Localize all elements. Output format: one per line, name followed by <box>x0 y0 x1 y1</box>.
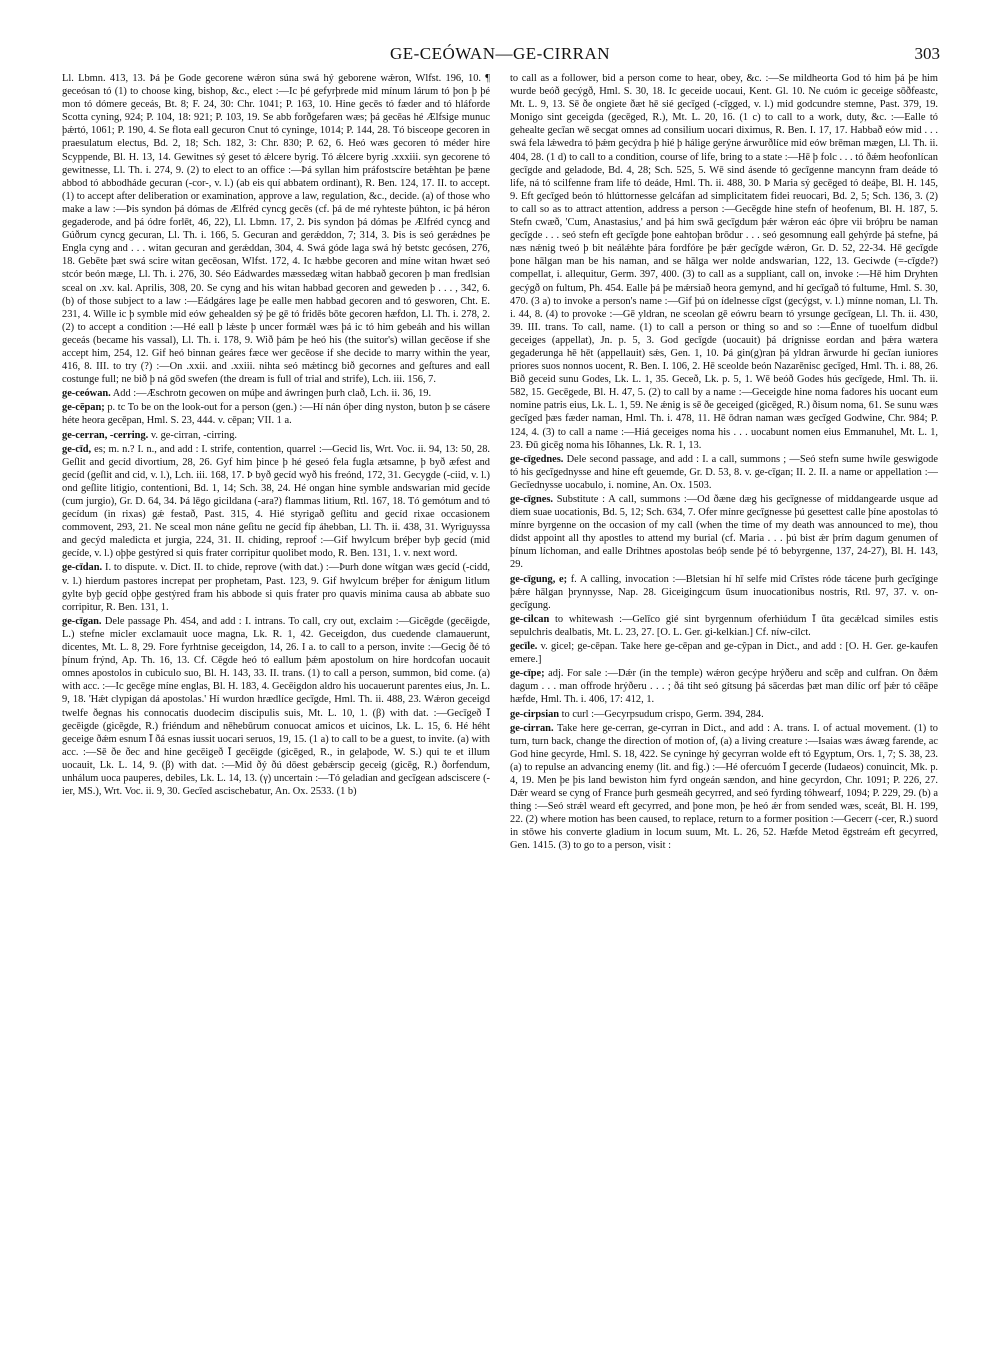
dictionary-entry <box>62 429 490 442</box>
dictionary-entry <box>62 401 490 427</box>
entry-headword: ge-cirran. <box>510 722 554 734</box>
left-column <box>62 72 490 1334</box>
dictionary-entry <box>510 493 938 572</box>
dictionary-entry <box>62 387 490 400</box>
entry-headword: ge-cīpe; <box>510 668 545 680</box>
text-columns <box>62 72 938 1334</box>
entry-text: v. gicel; ge-cēpan. Take here ge-cēpan and ge-cŷpan in Dict., and add : [O. H. Ger. ge-kaufen emere.] <box>510 641 938 666</box>
entry-text: es; m. n.? I. n., and add : I. strife, contention, quarrel :—Gecid lis, Wrt. Voc. ii. 94, 13: 50, 28. Geſlit and gecíd divortium, 28, 26. Gyf him þince þ hé geseó fela fugla ætsamne, þ byð æfest and gecíd (geſlit and cid, v. l.), Lch. iii. 168, 17. Þ byð gecíd wyð his freónd, 172, 31. Gecygde (-ciid, v. l.) ond geſlite litigio, contentioni, Bd. 1, 14; Sch. 38, 24. Hé ongan hine symble andswarian mid gecíde (cum jurgio), Gr. D. 64, 34. Þá lēgo gicildana (-ara?) flammas litium, Rtl. 167, 18. Tó gemótum and tó gecídum (in rixas) gǽ festað, Past. 315, 4. Hié styrigað geſlitu and gecíd rixae occasionem commovent, 293, 21. Ne sceal mon náne geſitu ne gecíd fíp áhebban, Ll. Th. ii. 438, 31. Wyriguyssa and gecýd maledicta et jurgia, 224, 31. II. chiding, reproof :—Gif hwylcum bréþer byþ gecíd (mid gecíde, v. l.) oþþe gestýred si quis frater corripitur quolibet modo, R. Ben. 131, 1. v. next word. <box>62 443 490 560</box>
entry-text: p. tc To be on the look-out for a person (gen.) :—Hí nán óþer ding nyston, buton þ se cásere héte heora gecēpan, Hml. S. 23, 444. v. cēpan; VII. 1 a. <box>62 402 490 427</box>
dictionary-entry <box>510 722 938 853</box>
entry-continuation <box>510 72 938 452</box>
dictionary-entry <box>62 615 490 798</box>
page-number: 303 <box>914 44 940 63</box>
entry-headword: ge-cīgnes. <box>510 494 553 505</box>
entry-headword: ge-cīd, <box>62 443 92 455</box>
page-header <box>60 44 940 68</box>
entry-headword: ge-cīdan. <box>62 562 103 574</box>
entry-text: adj. For sale :—Dǽr (in the temple) wǽron gecýpe hrýðeru and scēp and culfran. On ðǽm dagum . . . man offrode hrýðeru . . . ; ðá tiht seó gítsung þá sācerdas þæt man dilíc orf þǽr tó cēāpe hæfde, Hml. Th. i. 406, 17: 412, 1. <box>510 668 938 706</box>
entry-headword: ge-cīgan. <box>62 615 102 627</box>
dictionary-entry <box>510 453 938 492</box>
dictionary-entry <box>510 640 938 666</box>
entry-headword: ge-cerran, -cerring. <box>62 429 149 441</box>
entry-headword: ge-cilcan <box>510 613 550 625</box>
entry-text: v. ge-cirran, -cirring. <box>148 429 238 441</box>
entry-headword: ge-cēpan; <box>62 402 105 414</box>
entry-headword: ge-cirpsian <box>510 708 560 720</box>
entry-text: Dele second passage, and add : I. a call, summons ; —Seó stefn sume hwíle geswigode tó his gecīgednysse and hine eft geuemde, Gr. D. 53, 8. v. ge-cīgan; II. 2. II. a name or appellation :—Gecīednysse uocabulo, i. nomine, An. Ox. 1503. <box>510 453 938 491</box>
entry-text: Add :—Æschrotn gecowen on múþe and áwringen þurh clað, Lch. ii. 36, 19. <box>110 388 432 400</box>
entry-continuation <box>62 72 490 386</box>
entry-headword: gecīle. <box>510 641 538 653</box>
entry-headword: ge-cīgung, e; <box>510 573 568 585</box>
dictionary-entry <box>62 561 490 613</box>
entry-text: Substitute : A call, summons :—Od ðæne dæg his gecīgnesse of middangearde usque ad diem suae uocationis, Bd. 5, 12; Sch. 634, 7. Ofer mínre gecīgnesse þú gesettest calle þíne apostolas tó mínre byrgenne on the occasion of my call (when the time of my death was announced to me), thou didst appoint all thy apostles to attend my burial (cf. Maria . . . þú bist ǽr þrím dagum genumen of þínum líchoman, and ealle Drihtnes apostolas beóþ sende þé tó bebyrgenne, 137, 24-27), Bl. H. 143, 29. <box>510 494 938 571</box>
entry-text: to curl :—Gecyrpsudum crispo, Germ. 394, 284. <box>559 708 764 720</box>
dictionary-entry <box>510 613 938 639</box>
entry-headword: ge-cīgednes. <box>510 453 564 465</box>
dictionary-entry <box>62 443 490 561</box>
dictionary-entry <box>510 573 938 612</box>
entry-text: to call as a follower, bid a person come to hear, obey, &c. :—Se mildheorta God tó him þá þe him wurde beóð gecýgð, Hml. S. 30, 18. Ic geceide uocaui, Kent. Gl. 10. Ne cuóm ic geceige sōðfeastc, Mt. L. 9, 13. Sē ðe ongiete ðæt hē sié gecīged (-cīgged, v. l.) mid godcundre stemne, Past. 379, 19. Monigo sint geceigda (gecēged, R.), Mt. L. 20, 16. (1 c) to call to a work, duty, &c. :—Ealle tó gehealte gecīan wē secgat omnes ad consilium uocari diximus, R. Ben. I. 17, 17. Habbað eów mid . . . swá fela lǽwedra tó þǽm gecýdra þ hié þ hálige gerýne árwurðlíce mid eów brēman mægen, Ll. Th. ii. 404, 28. (1 d) to call to a condition, course of life, bring to a state :—Hē þ folc . . . tó ðǽm heofonlícan gecīgde and geladode, Bd. 4, 28; Sch. 525, 5. Wē sind ásende tó gecīgenne mancynn fram deáde tó life, ná tó scilfenne fram life tó deáde, Hml. Th. ii. 488, 30. Þ Maria sý gecēged tó deáþe, Bl. H. 145, 9. Eft gecīged beón tó hlúttornesse gelcáfan ad simplicitatem fidei reuocari, Bd. 2, 5; Sch. 136, 3. (2) to call so as to attract attention, address a person :—Gecēgde hine stefn of heofenum, Bl. H. 187, 5. Stefn cwæð, 'Cum, Anastasius,' and þá him swā gecīgdum þǽr wǽron eác óþre vii bróþru be naman gecīgde . . . seó stefn eft gecīgde þone eahtoþan brōdur . . . seó gesomnung eall gehýrde þá stefne, þá næs nǽnig tweó þ bit neálǽhte þára fordfóre þe þǽr gecīgde wǽron, Gr. D. 52, 22-34. Hē gecīgde þone hālgan man be his naman, and se hālga wer nolde andswarian, 122, 13. Geciwde (=-cīgde?) compellat, i. allequitur, Germ. 397, 400. (3) to call as a suppliant, call on, invoke :—Hē him Dryhten gecýgð on fultum, Ph. 454. Ealle þá þe mǽrsiað heora gemynd, and hí gecīgað tó fultume, Hml. S. 30, 470. (3 a) to invoke a person's name :—Gif þú on ídelnesse cīgst (gecýgst, v. l.) mínne noman, Ll. Th. i. 44, 8. (4) to provoke :—Gē yldran, ne sceolan gē eówru bearn tó yrsunge gecīgean, Ll. Th. ii. 430, 39. III. trans. To call, name. (1) to call a person or thing so and so :—Ēnne of tuoelfum didbul geceiges (appellat), Jn. p. 5, 3. God gecīgde (uocauit) þá drígnisse eordan and þǽra wætera gegaderunga hē hēt (appellauit) sǽs, Gen. 1, 10. Þá gin(g)ran þá yldran ārwurde hí gecīan iuniores priores suos nonnos uocent, R. Ben. I. 106, 2. Hē sceolde beón Nazarēnisc gecīged, Hml. Th. i. 88, 26. Bið geceid sunu Godes, Lk. L. 1, 35. Geceð, Lk. p. 5, 1. Wē beóð Godes hús gecīgede, Hml. Th. ii. 582, 15. Gecēgede, Bl. H. 47, 5. (2) to call by a name :—Geceigde hine noma fadores his uocant eum nomine patris eius, Lk. L. 1, 59. Ne ǽnig is sē ðe geceiged (gicēged, R.) ðisum noma, 61. Se sunu wæs gecīged þæs fæder naman, Hml. Th. i. 478, 11. Hē ōdran naman wæs gecīged Godwine, Chr. 984; P. 124, 4. (3) to call a name :—Hiá geceiges noma his . . . uocabunt nomen eius Emmanuhel, Mt. L. 1, 23. Ðū gicēg noma his Iōhannes, Lk. R. 1, 13. <box>510 73 938 451</box>
entry-text: f. A calling, invocation :—Bletsian hí hī selfe mid Crīstes róde tácene þurh gecīginge þǽre hālgan þrynnysse, Nap. 28. Giceigingcum ūsum inuocationibus nostris, Rtl. 97, 37. v. on-gecīgung. <box>510 573 938 611</box>
entry-text: Dele passage Ph. 454, and add : I. intrans. To call, cry out, exclaim :—Gicēgde (gecēigde, L.) stefne micler exclamauit uoce magna, Lk. R. 1, 42. Geceigdon, dus cuedende clamauerunt, dicentes, Mt. L. 8, 29. Fore fyrhtnise geceigdon, 14, 26. I a. to call to a person, invite :—Gecig ðé tó þínum frýnd, Ap. Th. 16, 13. Cf. Cēgde heó tó eallum þǽm apostolum on hire hordcofan uocauit omnes apostolos in cubiculo suo, Bl. H. 143, 33. II. trans. (1) to call a person, summon, bid come. (a) with acc. :—Ic gecēge míne englas, Bl. H. 183, 4. Gecēigdon aldro his uocauerunt parentes eius, Jn. L. 9, 18. 'Hǽt clypigan dá apostolas.' Hí wurdon hrædlíce gecīgde, Hml. Th. ii. 488, 23. Wǽron geceigd twelfe ðegnas his connocatis duodecim discipulis suis, Mt. L. 10, 1. (β) with dat. :—Gecīgeð Ī gecēigde (gicēgde, R.) friéndum and nēhebūrum conuocat amicos et uicinos, Lk. L. 15, 6. Hé héht geceige ðǽm esnum Ī ðá esnas iussit uocari seruos, 19, 15. (1 a) to call to be a guest, to invite. (a) with acc. :—Sē ðe ðec and hine gecēigeð Ī gecēigde (gicēged, R., in gelaþode, W. S.) qui te et illum uocauit, Lk. L. 14, 9. (β) with dat. :—Mid ðý ðú dōest gebǽrscip geceig (gicēg, R.) ðorfendum, unhálum uoca pauperes, debiles, Lk. L. 14, 13. (γ) uncertain :—Tó geladian and gecīgean adsciscere (-ier, MS.), Wrt. Voc. ii. 9, 30. Gecīed ascischebatur, An. Ox. 2533. (1 b) <box>62 615 490 798</box>
entry-text: I. to dispute. v. Dict. II. to chide, reprove (with dat.) :—Þurh done wítgan wæs gecíd (-cidd, v. l.) hierdum pastores increpat per prophetam, Past. 123, 9. Gif hwylcum bréþer for ǽnigum litlum gylte byþ gecíd oþþe gestýred fram his abbode si quis frater pro quavis minima causa ab abbate suo corripitur, R. Ben. 131, 1. <box>62 562 490 613</box>
entry-text: Ll. Lbmn. 413, 13. Þá þe Gode gecorene wǽron súna swá hý geborene wǽron, Wlfst. 196, 10. ¶ geceósan tó (1) to choose king, bishop, &c., elect :—Ic þé gefyrþrede mid mínum lárum tó þon þ þé mon tó dómere geceás, Bt. 8; F. 24, 30: Chr. 1041; P. 163, 10. Hine gecēs tó fæder and tó hláforde Scotta cyning, 924; P. 104, 18: 921; P. 103, 19. Se abb forðgefaren wæs; þá gecēas hé Ælfsige munuc þǽrtó, 1061; P. 190, 4. Se flota eall gecuron Cnut tó cyninge, 1014; P. 144, 28. Tó bisceope gecoren in praesulatum electus, Bd. 2, 18; Sch. 182, 3: Chr. 830; P. 62, 6. Heó wæs gecoren tó méder hire Scyppende, Bl. H. 13, 14. Gewitnes sý geset tó ǽlcere byrig. Tó ǽlcere byrig .xxxiii. syn gecorene tó gewitnesse, Ll. Th. i. 274, 9. (2) to elect to an office :—Þá syllan him práfostscíre betǽhtan þe þæne abbod tó abbodháde gecuran (-cor-, v. l.) (ab eis quí abbatem ordinant), R. Ben. 124, 17. II. to accept. (1) to accept after deliberation or examination, approve a law, regulation, &c., decide. (a) of those who make a law :—Þis syndon þá dómas de Ælfréd cyncg gecēs (cf. þá de mé ryhteste þúhton, ic þá héron gegaderode, and þá ódre forlēt, 46, 22), Ll. Lbmn. 17, 2. Þis syndon þá dómas þe Ælfréd cyncg and Gúðrum cyncg gecuran, Ll. Th. i. 166, 5. Gecuran and gerǽddon, 7; 314, 3. Þis is seó gerǽdnes þe Engla cyng and . . . witan gecuran and gerǽddan, 304, 4. Swá góde laga swá hý betstc gecósen, 276, 18. Gebēte þæt swá scire witan gecēosan, Wlfst. 172, 4. Ic hæbbe gecoren and míne witan hwæt seó stcór beón mæge, Ll. Th. i. 276, 30. Séo Eádwardes mæssedæg witan habbað gecoren þ man fredlsian sceal on .xv. kal. Aprilis, 308, 20. Se cyng and his witan habbad gecoren and geweden þ . . . , 342, 6. (b) of those subject to a law :—Eádgáres lage þe ealle men habbad gecoren and tó gesworen, Cht. E. 231, 4. Wille ic þ symble mid eów gehealden sý þe gē tó fridēs bōte gecoren hæfdon, Ll. Th. i. 278, 2. (2) to accept a condition :—Hé eall þ lǽste þ uncer formǽl wæs þá ic tó him gebeáh and his willan geceás (became his vassal), Ll. Th. i. 178, 9. Wið þám þe heó his (the suitor's) willan gecēose if she accept him, 254, 12. Gif heó binnan geáres fæce wer gecēose if she decide to marry within the year, 416, 8. III. to try (?) :—On .xxii. and .xxiii. nihta seó mǽtincg bið gecornes and geſtures and eall costunge full; ne bið þ ná gōd swefen (the dream is full of trial and strife), Lch. iii. 156, 7. <box>62 73 490 386</box>
entry-headword: ge-ceówan. <box>62 388 111 400</box>
dictionary-entry <box>510 708 938 721</box>
dictionary-entry <box>510 667 938 706</box>
right-column <box>510 72 938 1334</box>
entry-text: to whitewash :—Gelīco gié sint byrgennum oferhiúdum Ī ūta gecǽlcad similes estis sepulchris dealbatis, Mt. L. 23, 27. [O. L. Ger. gi-kelkian.] Cf. níw-cilct. <box>510 613 938 638</box>
entry-text: Take here ge-cerran, ge-cyrran in Dict., and add : A. trans. I. of actual movement. (1) to turn, turn back, change the direction of motion of, (a) a living creature :—Isaias wæs áwæg farende, ac God hine gecyrde, Hml. S. 18, 422. Se cyninge hý gecyrran wolde eft tó Egyptum, Ors. 1, 7; S. 38, 23. (a) to repulse an advancing enemy (lit. and fig.) :—Hé ofercuóm Ī gecerde (Iudaeos) conuincit, Mk. p. 4, 19. Men þe þis land bewiston him fyrd ongeán sændon, and hine gecyrdon, Chr. 1091; P. 226, 27. Dǽr weard se cyng of France þurh gesmeáh gecyrred, and seó fyrding tóhwearf, 1094; P. 229, 29. (b) a thing :—Seó strǽl weard eft gecyrred, and þone mon, þe heó ǽr from sended wæs, sceát, Bl. H. 199, 22. (2) where motion has been caused, to replace, return to a former position :—Gecerr (-cer, R.) suord in stōwe his converte gladium in locum suum, Mt. L. 26, 52. Hæfde Metod ēgstreám eft gecyrred, Gen. 1415. (3) to go to a person, visit : <box>510 722 938 852</box>
running-title: GE-CEÓWAN—GE-CIRRAN <box>389 44 611 63</box>
